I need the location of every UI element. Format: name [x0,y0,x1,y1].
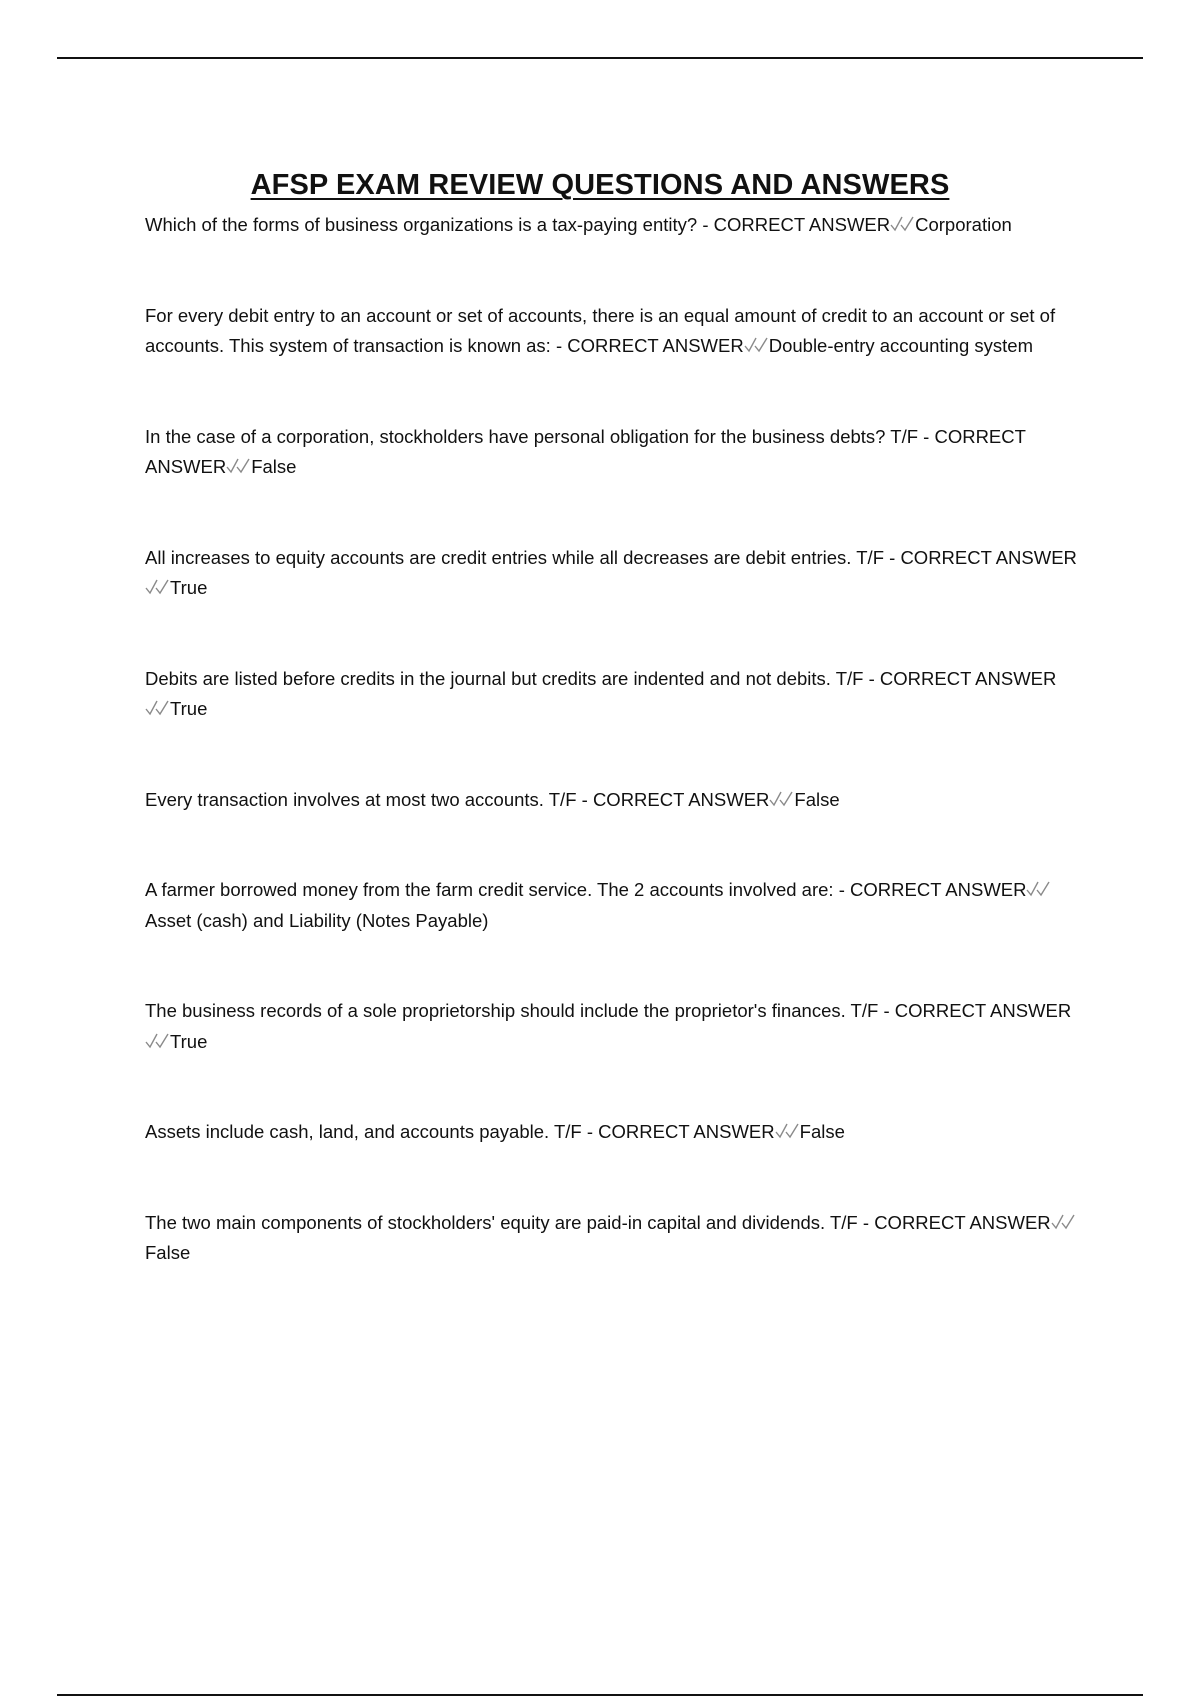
qa-item [145,875,1080,936]
qa-item [145,543,1080,604]
answer-text: False [794,788,840,810]
answer-text: False [799,1121,845,1142]
qa-list [145,210,1080,1329]
question-text: The business records of a sole proprietorship should include the proprietor's finances. T/F [145,1000,879,1021]
question-text: Which of the forms of business organizations is a tax-paying entity? [145,214,698,235]
qa-item [145,210,1080,241]
answer-marker: - CORRECT ANSWER [581,788,770,810]
double-check-icon [145,1032,170,1050]
question-text: Assets include cash, land, and accounts payable. T/F [145,1121,582,1142]
question-text: The two main components of stockholders' equity are paid-in capital and dividends. T/F [145,1211,858,1233]
double-check-icon [1026,880,1051,898]
question-text: In the case of a corporation, stockholders have personal obligation for the business debts? T/F [145,425,919,447]
answer-marker: - CORRECT ANSWER [862,1211,1051,1233]
qa-item [145,785,1080,816]
answer-marker: - CORRECT ANSWER [586,1121,775,1142]
answer-text: True [170,577,208,598]
question-text: For every debit entry to an account or set of accounts, there is an equal amount of credit to an account or set of accounts. This system of transaction is known as: [145,304,1056,356]
page-title: AFSP EXAM REVIEW QUESTIONS AND ANSWERS [250,169,950,202]
bottom-rule [57,1694,1143,1696]
double-check-icon [775,1122,800,1140]
question-text: Debits are listed before credits in the journal but credits are indented and not debits. T/F [145,667,864,689]
qa-item [145,301,1080,362]
qa-item [145,664,1080,725]
double-check-icon [890,215,915,233]
answer-text: False [145,1242,191,1263]
answer-text: False [251,456,297,477]
qa-item [145,1208,1080,1269]
answer-text: True [170,1030,208,1052]
question-text: Every transaction involves at most two accounts. T/F [145,788,577,810]
answer-marker: - CORRECT ANSWER [889,546,1077,568]
answer-marker: - CORRECT ANSWER [868,667,1057,689]
double-check-icon [226,457,251,475]
double-check-icon [769,790,794,808]
answer-text: Double-entry accounting system [768,335,1033,356]
double-check-icon [145,699,170,717]
double-check-icon [1051,1213,1076,1231]
answer-marker: - CORRECT ANSWER [838,879,1027,900]
answer-text: Corporation [915,214,1012,235]
double-check-icon [145,578,170,596]
double-check-icon [744,336,769,354]
top-rule [57,57,1143,59]
answer-text: Asset (cash) and Liability (Notes Payable) [145,909,489,931]
answer-marker: - CORRECT ANSWER [702,214,891,235]
qa-item [145,996,1080,1057]
qa-item [145,422,1080,483]
answer-text: True [170,698,208,719]
question-text: All increases to equity accounts are credit entries while all decreases are debit entries. T/F [145,546,884,568]
answer-marker: - CORRECT ANSWER [883,1000,1072,1021]
qa-item [145,1117,1080,1148]
question-text: A farmer borrowed money from the farm credit service. The 2 accounts involved are: [145,879,834,900]
answer-marker: - CORRECT ANSWER [555,335,744,356]
answer-marker: - CORRECT ANSWER [145,425,1026,477]
